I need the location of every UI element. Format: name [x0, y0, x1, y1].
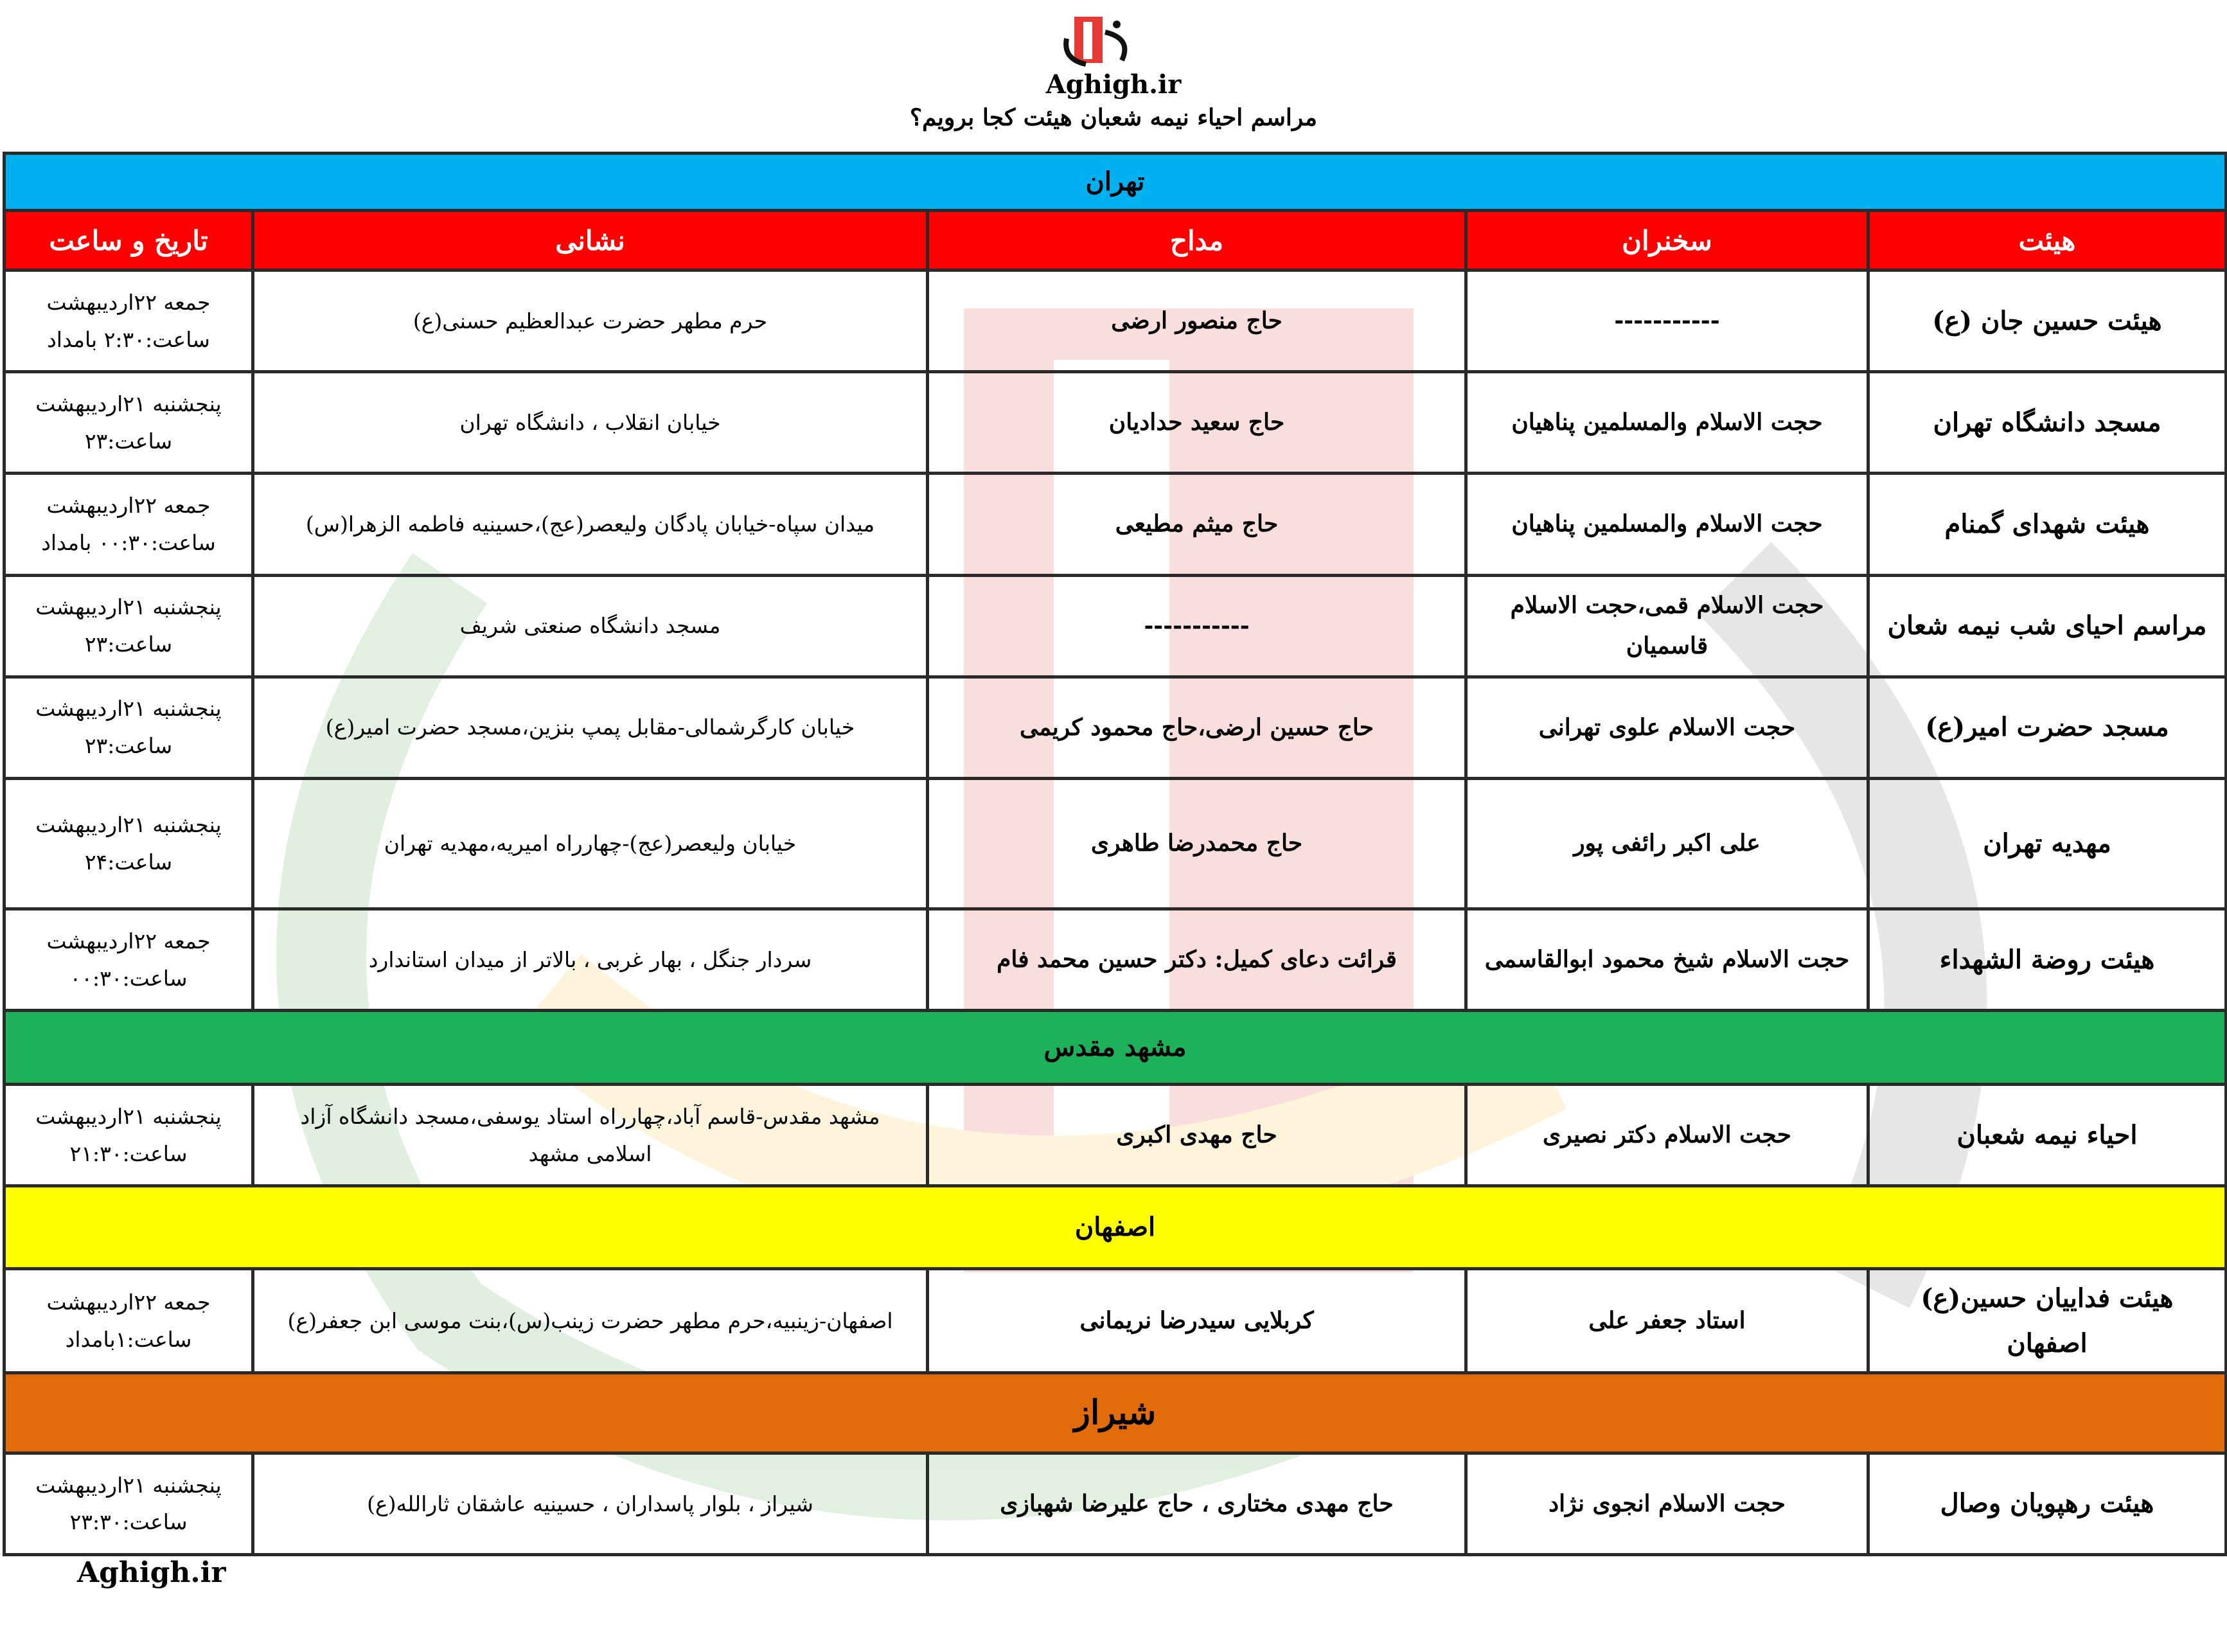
date-text: پنجشنبه ۲۱اردیبهشت [35, 594, 222, 620]
cell-heyat: مسجد دانشگاه تهران [1868, 372, 2226, 474]
time-text: ساعت:۲۳ [84, 632, 173, 657]
time-text: ساعت:۲۳ [84, 733, 173, 759]
cell-heyat: مراسم احیای شب نیمه شعان [1868, 575, 2226, 677]
cell-madah: حاج محمدرضا طاهری [928, 778, 1466, 909]
cell-speaker: ----------- [1466, 271, 1868, 372]
cell-madah: حاج مهدی اکبری [928, 1085, 1466, 1186]
city-row-tehran [4, 154, 2226, 211]
cell-datetime [4, 1085, 253, 1186]
cell-heyat: هیئت رهپویان وصال [1868, 1453, 2226, 1554]
column-header-address: نشانی [253, 211, 928, 271]
city-name: شیراز [4, 1372, 2226, 1453]
cell-speaker: حجت الاسلام دکتر نصیری [1466, 1085, 1868, 1186]
cell-madah: حاج منصور ارضی [928, 271, 1466, 372]
city-name: تهران [4, 154, 2226, 211]
cell-heyat: هیئت فداییان حسین(ع) اصفهان [1868, 1269, 2226, 1372]
cell-address: خیابان کارگرشمالی-مقابل پمپ بنزین،مسجد حضرت امیر(ع) [253, 677, 928, 778]
schedule-table [3, 152, 2227, 1556]
time-text: ساعت:۰۰:۳۰ [69, 965, 188, 991]
cell-datetime [4, 677, 253, 778]
date-text: جمعه ۲۲اردیبهشت [46, 1289, 211, 1315]
cell-datetime [4, 271, 253, 372]
cell-datetime [4, 575, 253, 677]
city-row-mashhad [4, 1011, 2226, 1085]
cell-madah: حاج میثم مطیعی [928, 474, 1466, 575]
time-text: ساعت:۱بامداد [65, 1326, 192, 1352]
cell-madah: حاج سعید حدادیان [928, 372, 1466, 474]
cell-speaker: حجت الاسلام شیخ محمود ابوالقاسمی [1466, 909, 1868, 1010]
city-row-shiraz [4, 1372, 2226, 1453]
cell-address: مشهد مقدس-قاسم آباد،چهارراه استاد یوسفی،مسجد دانشگاه آزاد اسلامی مشهد [253, 1085, 928, 1186]
time-text: ساعت:۲۱:۳۰ [69, 1141, 188, 1166]
cell-madah: حاج مهدی مختاری ، حاج علیرضا شهبازی [928, 1453, 1466, 1554]
cell-datetime [4, 372, 253, 474]
date-text: پنجشنبه ۲۱اردیبهشت [35, 391, 222, 417]
cell-speaker: حجت الاسلام والمسلمین پناهیان [1466, 372, 1868, 474]
table-row [4, 1269, 2226, 1372]
table-row [4, 372, 2226, 474]
cell-madah: ----------- [928, 575, 1466, 677]
cell-address: خیابان انقلاب ، دانشگاه تهران [253, 372, 928, 474]
schedule-body [4, 154, 2226, 1555]
table-row [4, 271, 2226, 372]
cell-heyat: هیئت حسین جان (ع) [1868, 271, 2226, 372]
table-row [4, 1085, 2226, 1186]
date-text: جمعه ۲۲اردیبهشت [46, 493, 211, 519]
cell-speaker: حجت الاسلام انجوی نژاد [1466, 1453, 1868, 1554]
aghigh-logo [1060, 13, 1137, 71]
time-text: ساعت:۲۴ [84, 849, 173, 875]
cell-heyat: مسجد حضرت امیر(ع) [1868, 677, 2226, 778]
cell-datetime [4, 778, 253, 909]
cell-address: اصفهان-زینبیه،حرم مطهر حضرت زینب(س)،بنت موسی ابن جعفر(ع) [253, 1269, 928, 1372]
time-text: ساعت:۲۳:۳۰ [69, 1509, 188, 1535]
cell-datetime [4, 1453, 253, 1554]
city-row-isfahan [4, 1186, 2226, 1269]
cell-madah: حاج حسین ارضی،حاج محمود کریمی [928, 677, 1466, 778]
cell-heyat: هیئت شهدای گمنام [1868, 474, 2226, 575]
date-text: پنجشنبه ۲۱اردیبهشت [35, 812, 222, 838]
column-header-heyat: هیئت [1868, 211, 2226, 271]
cell-heyat: مهدیه تهران [1868, 778, 2226, 909]
site-name[interactable]: Aghigh.ir [1045, 69, 1182, 100]
table-row [4, 778, 2226, 909]
column-header-speaker: سخنران [1466, 211, 1868, 271]
cell-datetime [4, 1269, 253, 1372]
date-text: پنجشنبه ۲۱اردیبهشت [35, 1472, 222, 1498]
cell-address: شیراز ، بلوار پاسداران ، حسینیه عاشقان ثارالله(ع) [253, 1453, 928, 1554]
table-row [4, 1453, 2226, 1554]
column-header-datetime: تاریخ و ساعت [4, 211, 253, 271]
date-text: پنجشنبه ۲۱اردیبهشت [35, 696, 222, 722]
cell-speaker: حجت الاسلام قمی،حجت الاسلام قاسمیان [1466, 575, 1868, 677]
page-header [0, 0, 2227, 148]
cell-address: حرم مطهر حضرت عبدالعظیم حسنی(ع) [253, 271, 928, 372]
cell-heyat: هیئت روضة الشهداء [1868, 909, 2226, 1010]
date-text: پنجشنبه ۲۱اردیبهشت [35, 1103, 222, 1129]
footer-site-name[interactable]: Aghigh.ir [77, 1556, 226, 1589]
cell-madah: کربلایی سیدرضا نریمانی [928, 1269, 1466, 1372]
cell-speaker: استاد جعفر علی [1466, 1269, 1868, 1372]
cell-address: سردار جنگل ، بهار غربی ، بالاتر از میدان استاندارد [253, 909, 928, 1010]
cell-madah: قرائت دعای کمیل: دکتر حسین محمد فام [928, 909, 1466, 1010]
page-title: مراسم احیاء نیمه شعبان هیئت کجا برویم؟ [909, 104, 1318, 131]
table-row [4, 575, 2226, 677]
city-name: اصفهان [4, 1186, 2226, 1269]
time-text: ساعت:۲۳ [84, 428, 173, 454]
cell-heyat: احیاء نیمه شعبان [1868, 1085, 2226, 1186]
cell-address: مسجد دانشگاه صنعتی شریف [253, 575, 928, 677]
table-row [4, 474, 2226, 575]
city-name: مشهد مقدس [4, 1011, 2226, 1085]
cell-speaker: حجت الاسلام علوی تهرانی [1466, 677, 1868, 778]
cell-speaker: حجت الاسلام والمسلمین پناهیان [1466, 474, 1868, 575]
cell-address: خیابان ولیعصر(عج)-چهارراه امیریه،مهدیه تهران [253, 778, 928, 909]
cell-datetime [4, 474, 253, 575]
table-row [4, 909, 2226, 1010]
time-text: ساعت:۰۰:۳۰ بامداد [41, 529, 216, 555]
date-text: جمعه ۲۲اردیبهشت [46, 290, 211, 315]
time-text: ساعت:۲:۳۰ بامداد [47, 326, 210, 352]
column-header-row [4, 211, 2226, 271]
cell-address: میدان سپاه-خیابان پادگان ولیعصر(عج)،حسینیه فاطمه الزهرا(س) [253, 474, 928, 575]
date-text: جمعه ۲۲اردیبهشت [46, 928, 211, 954]
column-header-madah: مداح [928, 211, 1466, 271]
cell-speaker: علی اکبر رائفی پور [1466, 778, 1868, 909]
cell-datetime [4, 909, 253, 1010]
table-row [4, 677, 2226, 778]
